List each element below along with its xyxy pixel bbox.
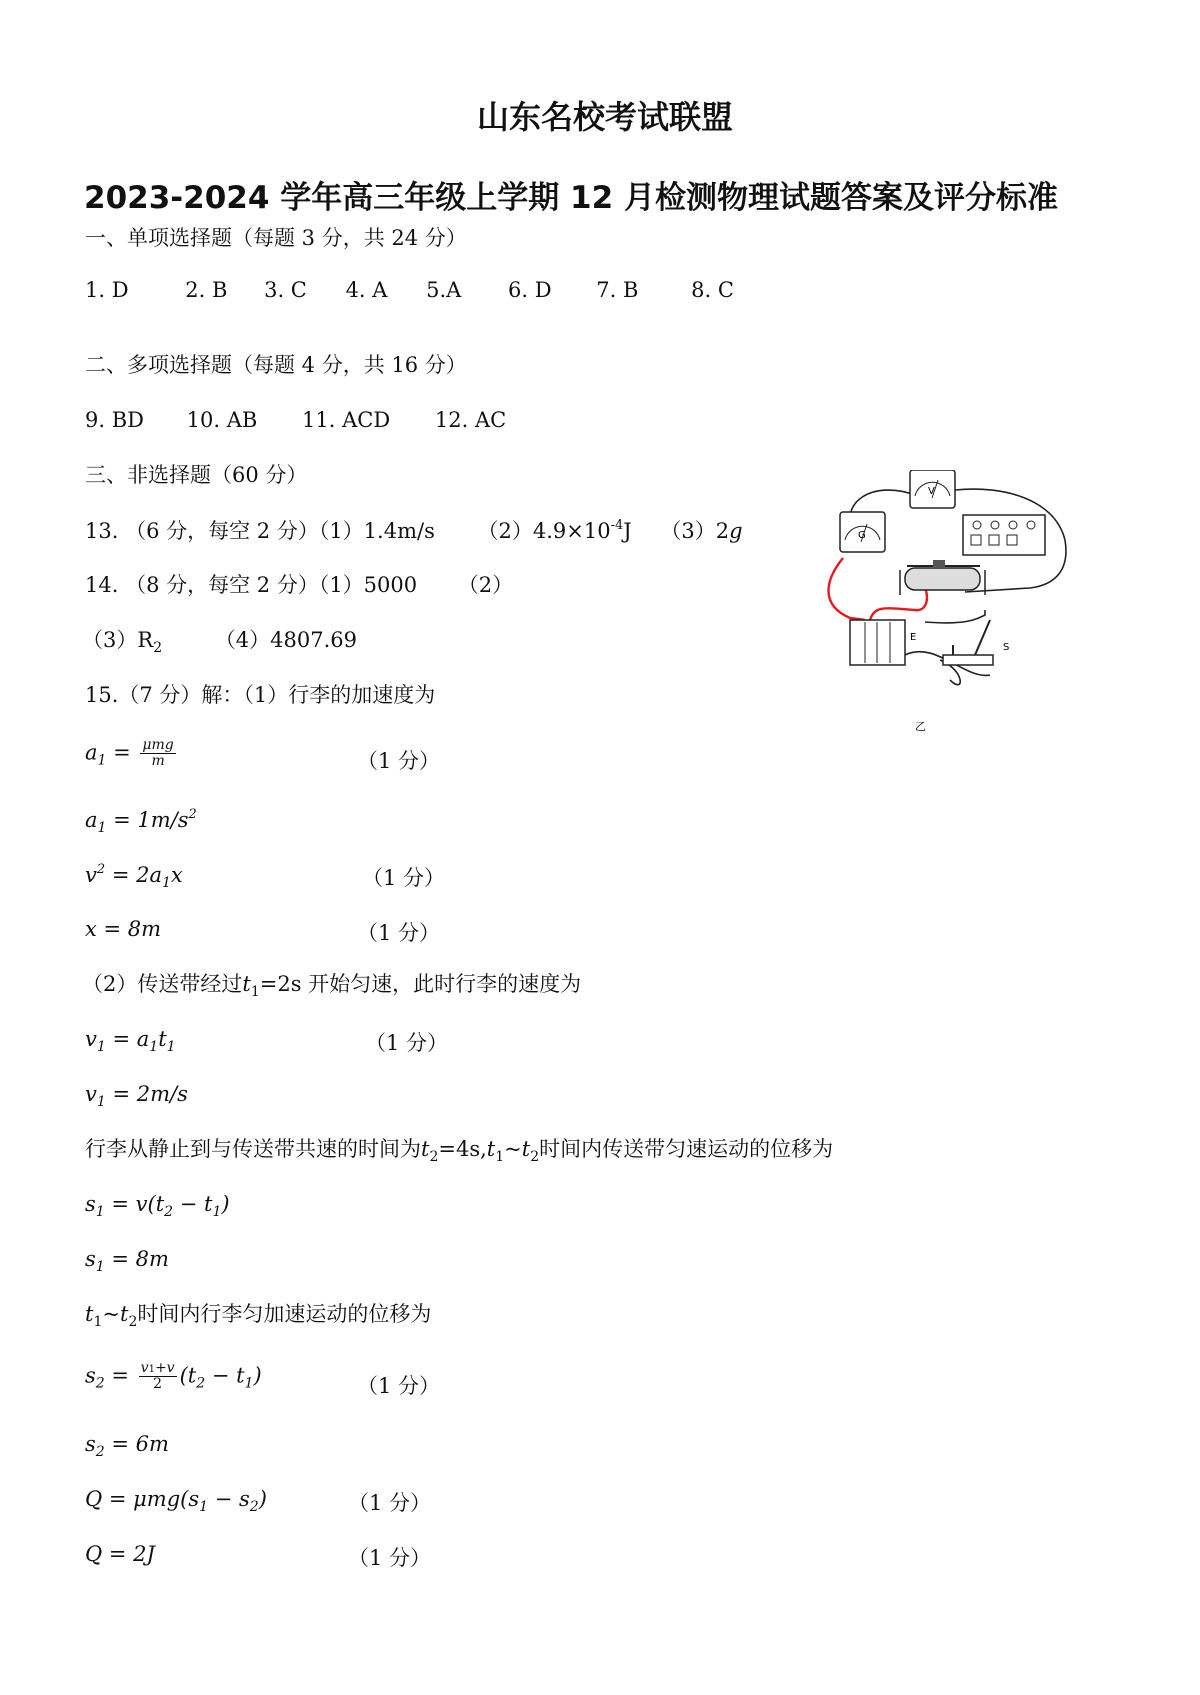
- shared-text-c: 时间内传送带匀速运动的位移为: [539, 1137, 834, 1161]
- label-battery: E: [910, 632, 917, 643]
- eq-s2-formula: $s_2$ = $\frac{v1+v}{2}$ $(t_2 - t_1)$: [85, 1360, 262, 1393]
- page-title: 山东名校考试联盟: [476, 98, 733, 136]
- wire-rheostat-switch: [925, 610, 985, 623]
- circuit-figure: [815, 470, 1075, 740]
- switch: [943, 620, 1009, 665]
- answer-7: 7. B: [596, 278, 639, 302]
- eq-v1-value: $v_1 = 2m/s$: [85, 1082, 188, 1110]
- part2-text-b: =2s 开始匀速，此时行李的速度为: [259, 972, 582, 996]
- eq-s2-value: $s_2 = 6m$: [85, 1432, 169, 1460]
- points-7: （1 分）: [348, 1546, 432, 1570]
- battery: [850, 620, 916, 665]
- answer-1: 1. D: [85, 278, 129, 302]
- section3-heading: 三、非选择题（60 分）: [85, 463, 308, 487]
- answer-8: 8. C: [691, 278, 734, 302]
- label-voltmeter: V: [928, 486, 935, 497]
- section2-answers: [85, 408, 506, 433]
- answer-4: 4. A: [345, 278, 388, 302]
- q13-var: g: [729, 519, 743, 543]
- points-1: （1 分）: [357, 749, 441, 773]
- shared-text-b: =4s,: [438, 1137, 487, 1161]
- answer-12: 12. AC: [434, 408, 507, 432]
- rheostat: [900, 560, 985, 595]
- points-6: （1 分）: [348, 1491, 432, 1515]
- q14-sub: 2: [153, 640, 163, 656]
- answer-11: 11. ACD: [302, 408, 391, 432]
- q14-line: [85, 573, 513, 598]
- resistance-box: [963, 515, 1045, 555]
- answer-5: 5.A: [426, 278, 462, 302]
- answer-9: 9. BD: [85, 408, 144, 432]
- q14-line2: [82, 628, 357, 657]
- q14-part4: （4）4807.69: [214, 628, 357, 652]
- points-5: （1 分）: [357, 1374, 441, 1398]
- q13-part2: （2）4.9×10: [477, 519, 611, 543]
- eq-q-formula: $Q = \mu mg(s_1 - s_2)$: [85, 1487, 267, 1515]
- answer-10: 10. AB: [186, 408, 258, 432]
- points-2: （1 分）: [362, 866, 446, 890]
- q14-part3: （3）R: [82, 628, 154, 652]
- shared-text-a: 行李从静止到与传送带共速的时间为: [85, 1137, 421, 1161]
- q13-lead: 13. （6 分，每空 2 分）（1）1.4m/s: [85, 519, 435, 543]
- q15-accel-text: $t_1\sim t_2$时间内行李匀加速运动的位移为: [85, 1302, 432, 1330]
- eq-s1-formula: $s_1 = v(t_2 - t_1)$: [85, 1192, 230, 1220]
- voltmeter: [910, 470, 955, 508]
- points-4: （1 分）: [365, 1031, 449, 1055]
- eq-a1-value: $a_1 = 1m/s^2$: [85, 807, 197, 836]
- eq-v1-formula: $v_1 = a_1t_1$: [85, 1027, 176, 1055]
- eq-v2: $v^2 = 2a_1x$: [85, 862, 183, 891]
- figure-caption: 乙: [915, 720, 926, 733]
- section2-heading: 二、多项选择题（每题 4 分，共 16 分）: [85, 353, 467, 377]
- eq-s1-value: $s_1 = 8m$: [85, 1247, 169, 1275]
- q14-lead: 14. （8 分，每空 2 分）（1）5000: [85, 573, 418, 597]
- eq-x: x = 8m: [85, 917, 162, 941]
- section1-answers: [85, 278, 734, 303]
- answer-3: 3. C: [264, 278, 307, 302]
- part2-text-a: （2）传送带经过: [82, 972, 243, 996]
- q14-part2: （2）: [457, 573, 514, 597]
- section1-heading: 一、单项选择题（每题 3 分，共 24 分）: [85, 226, 467, 250]
- q15-part2-text: （2）传送带经过$t_1=2s$ 开始匀速，此时行李的速度为: [82, 972, 582, 1000]
- q13-line: [85, 518, 743, 544]
- q13-exponent: -4: [610, 518, 624, 533]
- points-3: （1 分）: [357, 921, 441, 945]
- label-switch: S: [1003, 642, 1010, 653]
- label-galvanometer: G: [858, 530, 866, 541]
- answer-6: 6. D: [508, 278, 552, 302]
- eq-q-value: Q = 2J: [85, 1542, 155, 1566]
- page-subtitle: 2023-2024 学年高三年级上学期 12 月检测物理试题答案及评分标准: [84, 180, 1058, 216]
- accel-text: 时间内行李匀加速运动的位移为: [137, 1302, 432, 1326]
- wire-red-1: [828, 558, 865, 620]
- galvanometer: [840, 512, 885, 552]
- q15-lead: 15.（7 分）解：（1）行李的加速度为: [85, 683, 436, 707]
- eq-a1-formula: $a_1$ = $\frac{\text{μmg}}{m}$: [85, 737, 174, 770]
- q13-part3: （3）2: [660, 519, 730, 543]
- answer-2: 2. B: [185, 278, 228, 302]
- q15-shared-text: 行李从静止到与传送带共速的时间为$t_2=4s,t_1\sim t_2$时间内传送带匀速运动的位移为: [85, 1137, 834, 1165]
- q13-unit: J: [623, 519, 632, 543]
